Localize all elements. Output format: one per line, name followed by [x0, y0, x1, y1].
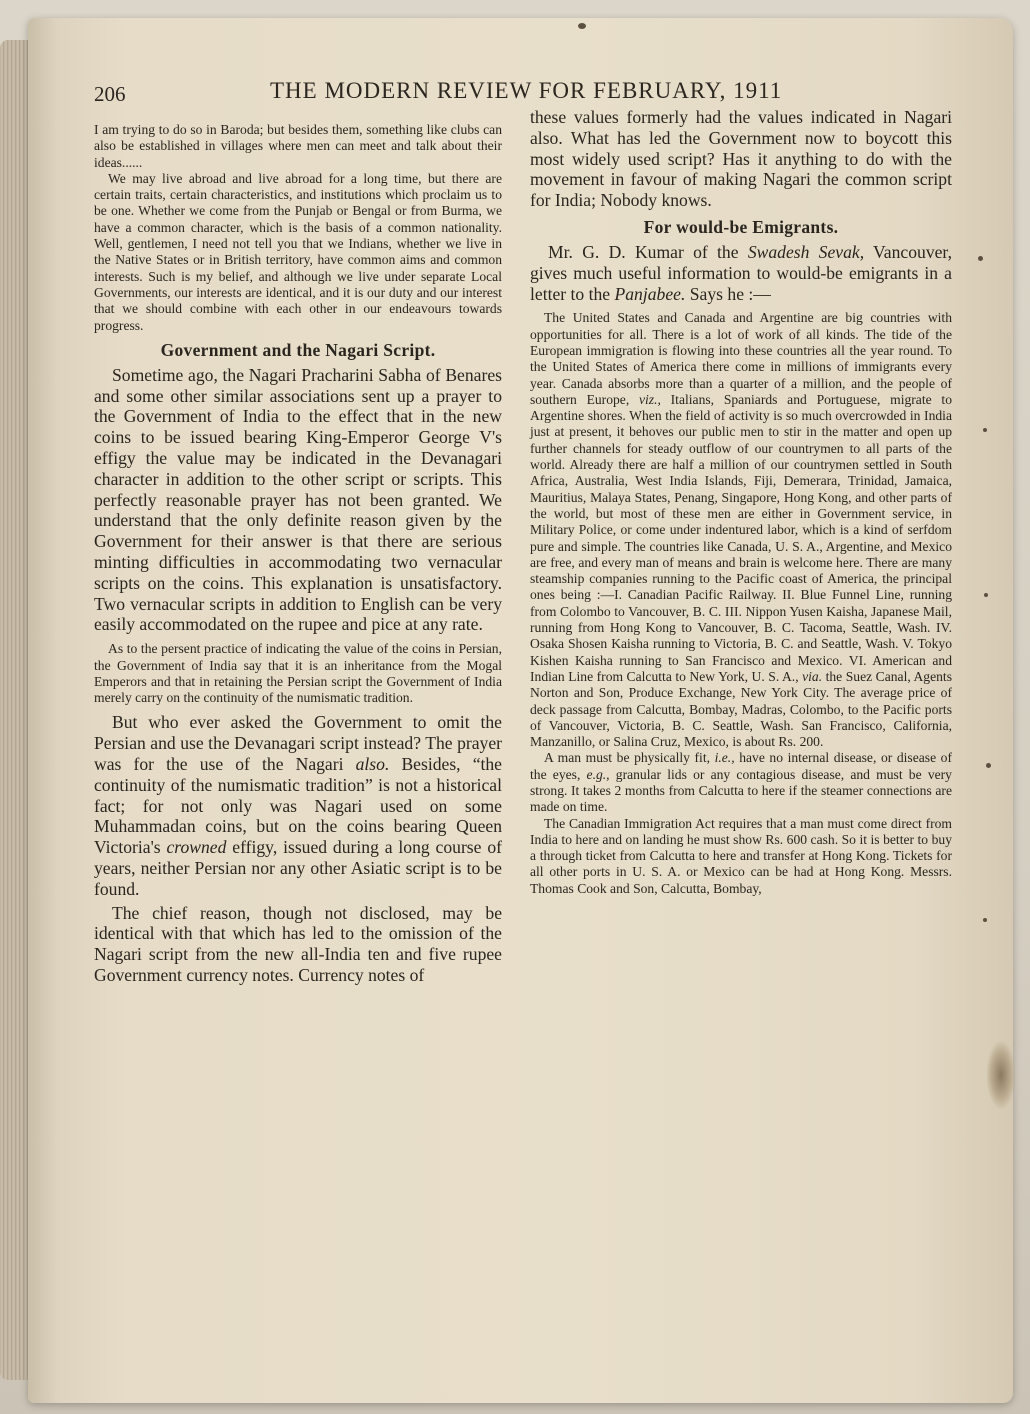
- page-stain: [986, 1040, 1016, 1110]
- ink-spot: [986, 763, 991, 768]
- paragraph: We may live abroad and live abroad for a long time, but there are certain traits, certain characteristics, and institutions which proclaim us to be one. Whether we come from the Punjab or Bengal or from Burma, we have a common character, which is the basis of a common nationality. Well, gentlemen, I need not tell you that we Indians, whether we live in the Native States or in British territory, have common aims and common interests. Such is my belief, and although we live under separate Local Governments, our interests are identical, and it is our duty and our interest that we should combine with each other in our endeavours towards progress.: [94, 170, 502, 333]
- left-column: [94, 122, 502, 986]
- paragraph: As to the persent practice of indicating the value of the coins in Persian, the Government of India say that it is an inheritance from the Mogal Emperors and that in retaining the Persian script the Government of India merely carry on the continuity of the numismatic tradition.: [94, 641, 502, 706]
- book-page: [28, 18, 1013, 1403]
- right-column: [530, 107, 952, 897]
- paragraph: these values formerly had the values indicated in Nagari also. What has led the Government now to boycott this most widely used script? Has it anything to do with the movement in favour of making Nagari the common script for India; Nobody knows.: [530, 107, 952, 211]
- running-head: THE MODERN REVIEW FOR FEBRUARY, 1911: [270, 78, 783, 103]
- section-heading: Government and the Nagari Script.: [160, 339, 436, 360]
- paragraph: The chief reason, though not disclosed, may be identical with that which has led to the omission of the Nagari script from the new all-India ten and five rupee Government currency notes. Currency notes of: [94, 902, 502, 985]
- ink-spot: [984, 593, 988, 597]
- section-heading: For would-be Emigrants.: [643, 216, 839, 237]
- paragraph: I am trying to do so in Baroda; but besides them, something like clubs can also be established in villages where men can meet and talk about their ideas......: [94, 122, 502, 170]
- paragraph: But who ever asked the Government to omit the Persian and use the Devanagari script instead? The prayer was for the use of the Nagari also. Besides, “the continuity of the numismatic tradition” is not a historical fact; for not only was Nagari used on some Muhammadan coins, but on the coins bearing Queen Victoria's crowned effigy, issued during a long course of years, neither Persian nor any other Asiatic script is to be found.: [94, 712, 502, 899]
- page-number: 206: [94, 82, 126, 106]
- paragraph: The United States and Canada and Argentine are big countries with opportunities for all. There is a lot of work of all kinds. The tide of the European immigration is flowing into these countries all the year round. To the United States of America there come in millions of immigrants every year. Canada absorbs more than a quarter of a million, and the people of southern Europe, viz., Italians, Spaniards and Portuguese, migrate to Argentine shores. When the field of activity is so much overcrowded in India just at present, it behoves our public men to stir in the matter and open up further channels for steady outflow of our countrymen to all parts of the world. Already there are half a million of our countrymen settled in South Africa, Australia, West India Islands, Fiji, Demerara, Trinidad, Jamaica, Mauritius, Malaya States, Penang, Singapore, Hong Kong, and other parts of the world, but most of these men are either in Government service, in Military Police, or come under indentured labor, which is a kind of serfdom pure and simple. The countries like Canada, U. S. A., Argentine, and Mexico are free, and every man of means and brain is welcome here. There are many steamship companies running to the Pacific coast of America, the principal ones being :—I. Canadian Pacific Railway. II. Blue Funnel Line, running from Colombo to Vancouver, B. C. III. Nippon Yusen Kaisha, Japanese Mail, running from Hong Kong to Vancouver, B. C. Tacoma, Seattle, Wash. IV. Osaka Shosen Kaisha running to Victoria, B. C. and Seattle, Wash. V. Tokyo Kishen Kaisha running to San Francisco and Mexico. VI. American and Indian Line from Calcutta to New York, U. S. A., via. the Suez Canal, Agents Norton and Son, Produce Exchange, New York City. The average price of deck passage from Calcutta, Bombay, Madras, Colombo, to the Pacific ports of Vancouver, Victoria, B. C. Seattle, Wash. San Francisco, California, Manzanillo, or Salina Cruz, Mexico, is about Rs. 200.: [530, 310, 952, 750]
- paragraph: A man must be physically fit, i.e., have no internal disease, or disease of the eyes, e.g., granular lids or any contagious disease, and must be very strong. It takes 2 months from Calcutta to here if the steamer connections are made on time.: [530, 750, 953, 815]
- paragraph: Mr. G. D. Kumar of the Swadesh Sevak, Vancouver, gives much useful information to would-be emigrants in a letter to the Panjabee. Says he :—: [530, 241, 952, 304]
- ink-spot: [578, 23, 586, 29]
- paragraph: The Canadian Immigration Act requires that a man must come direct from India to here and on landing he must show Rs. 600 cash. So it is better to buy a through ticket from Calcutta to here and transfer at Hong Kong. Tickets for all other ports in U. S. A. or Mexico can be had at Hong Kong. Messrs. Thomas Cook and Son, Calcutta, Bombay,: [530, 815, 952, 896]
- paragraph: Sometime ago, the Nagari Pracharini Sabha of Benares and some other similar associations sent up a prayer to the Government of India to the effect that in the new coins to be issued bearing King-Emperor George V's effigy the value may be indicated in the Devanagari character in addition to the other script or scripts. This perfectly reasonable prayer has not been granted. We understand that the only definite reason given by the Government for their answer is that there are serious minting difficulties in accommodating two vernacular scripts on the coins. This explanation is unsatisfactory. Two vernacular scripts in addition to English can be very easily accommodated on the rupee and pice at any rate.: [94, 364, 502, 635]
- ink-spot: [983, 918, 987, 922]
- ink-spot: [983, 428, 987, 432]
- ink-spot: [978, 256, 983, 261]
